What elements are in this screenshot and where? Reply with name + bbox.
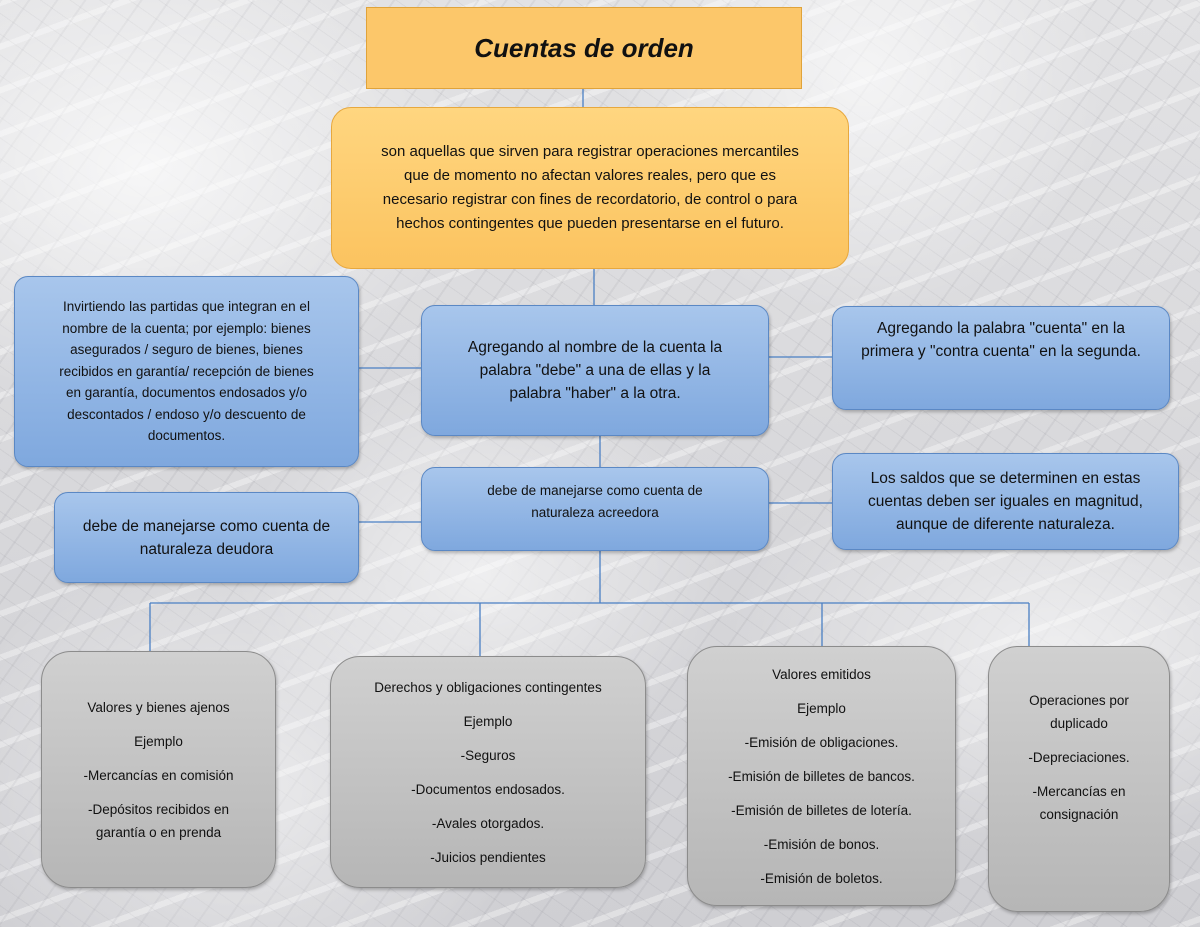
category-heading: duplicado <box>1050 716 1108 731</box>
category-item: -Depreciaciones. <box>1028 750 1130 765</box>
category-item: -Mercancías en <box>1032 784 1126 799</box>
method-invert-line: recibidos en garantía/ recepción de bienes <box>59 363 314 379</box>
method-invert-box <box>14 276 359 467</box>
nature-debtor-line: debe de manejarse como cuenta de <box>82 517 331 535</box>
method-debe-haber-line: palabra "haber" a la otra. <box>509 385 681 402</box>
definition-line: son aquellas que sirven para registrar operaciones mercantiles <box>381 143 799 160</box>
method-invert-line: Invirtiendo las partidas que integran en el <box>63 299 310 315</box>
category-item: -Mercancías en comisión <box>83 767 234 783</box>
category-heading: Derechos y obligaciones contingentes <box>374 679 602 695</box>
method-contra-cuenta-line: primera y "contra cuenta" en la segunda. <box>861 343 1141 360</box>
method-debe-haber-line: palabra "debe" a una de ellas y la <box>479 362 711 379</box>
method-invert-line: descontados / endoso y/o descuento de <box>67 406 306 422</box>
title-box <box>366 7 802 89</box>
method-debe-haber-box <box>421 305 769 436</box>
category-issued-values <box>687 646 956 906</box>
nature-creditor-line: naturaleza acreedora <box>531 504 659 520</box>
balances-line: aunque de diferente naturaleza. <box>896 516 1115 533</box>
method-debe-haber-line: Agregando al nombre de la cuenta la <box>467 339 723 356</box>
method-invert-line: en garantía, documentos endosados y/o <box>66 385 307 401</box>
nature-creditor-line: debe de manejarse como cuenta de <box>487 483 703 498</box>
category-example-label: Ejemplo <box>797 700 846 716</box>
nature-debtor-line: naturaleza deudora <box>139 540 274 558</box>
balances-box <box>832 453 1179 550</box>
method-invert-line: documentos. <box>147 428 226 444</box>
definition-line: hechos contingentes que pueden presentarse en el futuro. <box>396 215 784 232</box>
category-item: -Emisión de bonos. <box>763 836 880 852</box>
category-example-label: Ejemplo <box>463 713 513 729</box>
category-heading: Operaciones por <box>1029 693 1129 708</box>
category-item: -Seguros <box>460 747 516 763</box>
category-item: -Emisión de boletos. <box>760 870 883 886</box>
category-heading: Valores emitidos <box>772 666 871 682</box>
category-item: -Depósitos recibidos en <box>87 801 230 817</box>
category-heading: Valores y bienes ajenos <box>87 699 230 715</box>
nature-debtor-box <box>54 492 359 583</box>
method-contra-cuenta-line: Agregando la palabra "cuenta" en la <box>877 320 1125 337</box>
page-title: Cuentas de orden <box>474 32 694 63</box>
method-invert-line: nombre de la cuenta; por ejemplo: bienes <box>62 320 311 336</box>
category-third-party-assets <box>41 651 276 888</box>
definition-box <box>331 107 849 269</box>
category-item: garantía o en prenda <box>95 824 222 840</box>
category-item: -Emisión de billetes de bancos. <box>728 768 915 784</box>
category-item: -Juicios pendientes <box>430 849 546 865</box>
method-invert-line: asegurados / seguro de bienes, bienes <box>70 342 303 358</box>
category-item: -Avales otorgados. <box>431 815 545 831</box>
category-item: -Documentos endosados. <box>411 781 565 797</box>
category-item: -Emisión de billetes de lotería. <box>731 802 912 818</box>
category-contingent-rights <box>330 656 646 888</box>
category-duplicate-operations <box>988 646 1170 912</box>
method-contra-cuenta-box <box>832 306 1170 410</box>
category-item: consignación <box>1039 807 1119 822</box>
nature-creditor-box <box>421 467 769 551</box>
category-item: -Emisión de obligaciones. <box>744 734 899 750</box>
balances-line: cuentas deben ser iguales en magnitud, <box>868 493 1143 510</box>
category-example-label: Ejemplo <box>134 733 183 749</box>
definition-line: que de momento no afectan valores reales, pero que es <box>404 167 776 184</box>
definition-line: necesario registrar con fines de recordatorio, de control o para <box>382 191 798 208</box>
balances-line: Los saldos que se determinen en estas <box>870 470 1141 487</box>
